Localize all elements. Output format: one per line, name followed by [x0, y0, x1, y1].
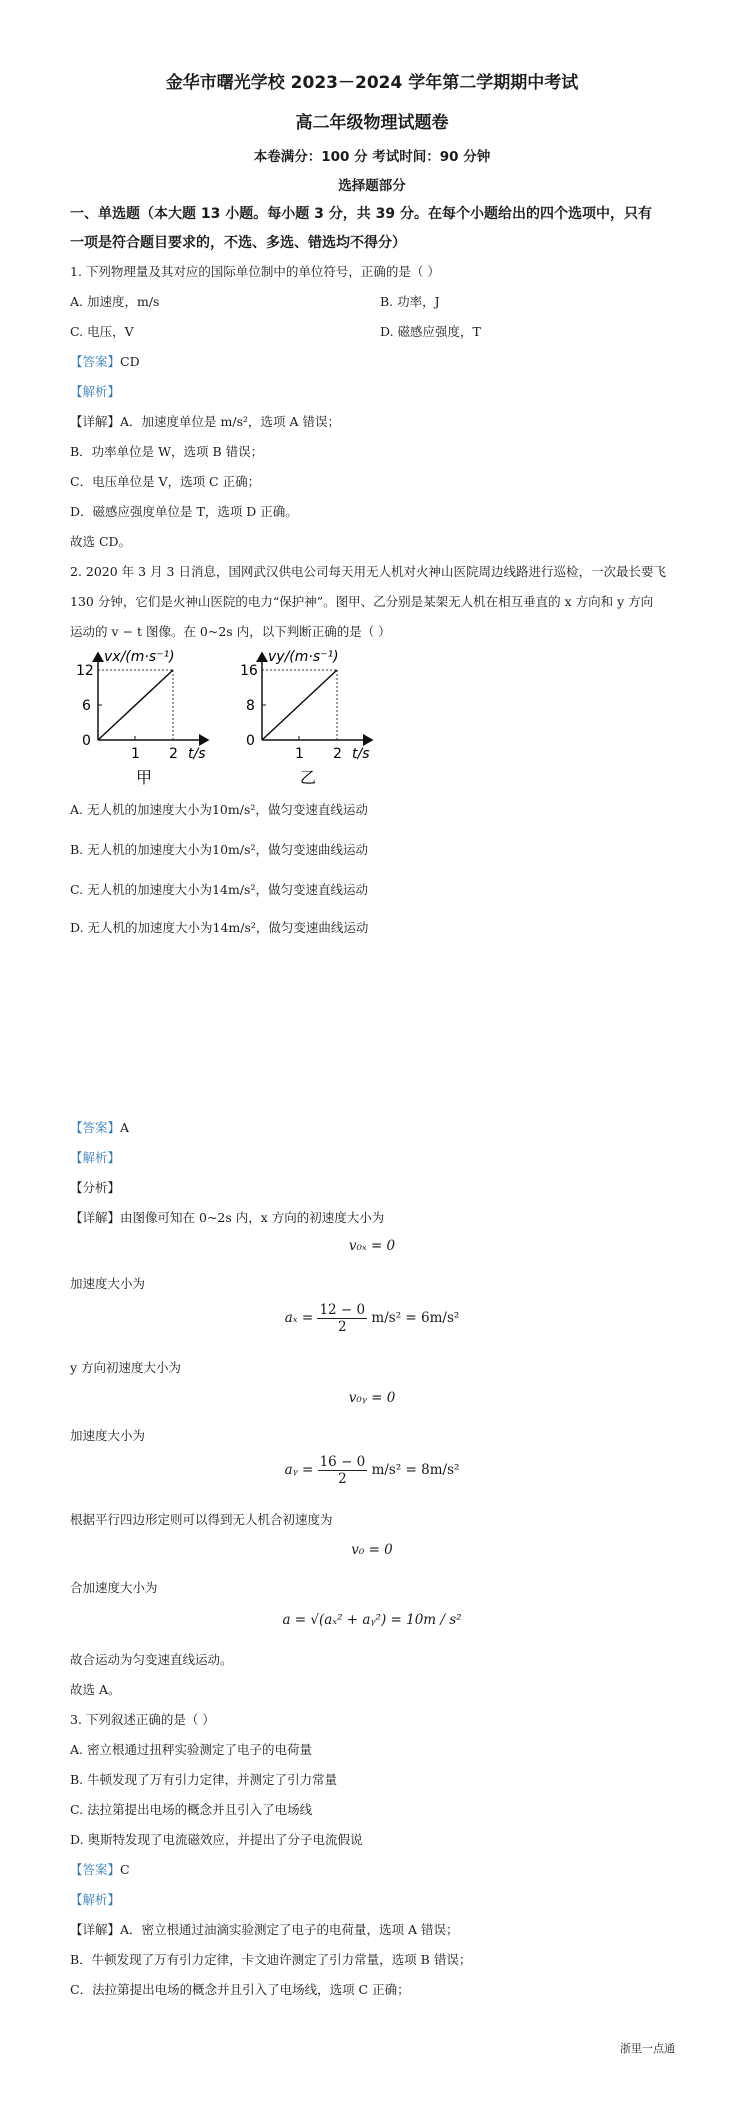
eq-ax-num: 12 − 0	[319, 1302, 366, 1318]
caption-yi: 乙	[300, 768, 317, 787]
exam-title: 金华市曙光学校 2023－2024 学年第二学期期中考试	[165, 73, 579, 93]
q3-detail-b: B．牛顿发现了万有引力定律，卡文迪许测定了引力常量，选项 B 错误；	[70, 1952, 472, 1967]
eq-ax	[0, 1302, 744, 1335]
section-label: 选择题部分	[338, 178, 406, 194]
eq-a: a = √(aₓ² + aᵧ²) = 10m / s²	[282, 1612, 462, 1628]
answer-label: 【答案】	[70, 1862, 121, 1877]
q3-option-c: C. 法拉第提出电场的概念并且引入了电场线	[70, 1802, 313, 1817]
exam-subtitle: 高二年级物理试题卷	[295, 113, 449, 133]
q3-stem: 3. 下列叙述正确的是（ ）	[70, 1712, 215, 1727]
eq-v0y: v₀ᵧ = 0	[348, 1390, 396, 1406]
q3-option-b: B. 牛顿发现了万有引力定律，并测定了引力常量	[70, 1772, 338, 1787]
eq-ay-den: 2	[338, 1471, 347, 1487]
q2-option-a: A. 无人机的加速度大小为10m/s²，做匀变速直线运动	[70, 802, 368, 817]
answer-value: CD	[120, 354, 140, 369]
eq-ax-lhs: aₓ =	[284, 1310, 314, 1326]
q2-stem-line1: 2. 2020 年 3 月 3 日消息，国网武汉供电公司每天用无人机对火神山医院周边线路进行巡检，一次最长要飞	[70, 564, 666, 579]
q3-detail-a	[70, 1920, 459, 1938]
caption-jia: 甲	[136, 768, 153, 787]
eq-ay-fraction	[318, 1454, 368, 1487]
ytick-8: 8	[246, 698, 255, 714]
accel-text-2: 加速度大小为	[70, 1428, 146, 1443]
eq-ay	[0, 1454, 744, 1487]
q1-detail-d: D．磁感应强度单位是 T，选项 D 正确。	[70, 504, 298, 519]
xtick-1: 1	[295, 746, 304, 762]
q1-detail-a	[70, 412, 340, 430]
answer-label: 【答案】	[70, 1120, 121, 1135]
parallelogram-text: 根据平行四边形定则可以得到无人机合初速度为	[70, 1512, 333, 1527]
xtick-1: 1	[131, 746, 140, 762]
q2-analysis-label: 【解析】	[70, 1150, 121, 1165]
answer-value: A	[120, 1120, 130, 1135]
ylabel: vx/(m·s⁻¹)	[104, 649, 175, 665]
accel-text-1: 加速度大小为	[70, 1276, 146, 1291]
q1-detail-b: B．功率单位是 W，选项 B 错误；	[70, 444, 264, 459]
q3-option-d: D. 奥斯特发现了电流磁效应，并提出了分子电流假说	[70, 1832, 363, 1847]
q2-conclusion: 故选 A。	[70, 1682, 121, 1697]
answer-value: C	[120, 1862, 130, 1877]
motion-text: 故合运动为匀变速直线运动。	[70, 1652, 233, 1667]
detail-text: 由图像可知在 0~2s 内，x 方向的初速度大小为	[120, 1210, 385, 1225]
detail-text: A．密立根通过油滴实验测定了电子的电荷量，选项 A 错误；	[120, 1922, 459, 1937]
eq-ax-rhs: m/s² = 6m/s²	[371, 1310, 460, 1326]
data-line	[262, 670, 337, 740]
xlabel: t/s	[352, 746, 370, 762]
eq-ax-den: 2	[337, 1319, 347, 1335]
q2-detail	[70, 1208, 384, 1226]
answer-label: 【答案】	[70, 354, 121, 369]
xtick-2: 2	[169, 746, 178, 762]
q1-option-d: D. 磁感应强度，T	[380, 324, 481, 339]
ytick-12: 12	[76, 663, 94, 679]
eq-ax-fraction	[317, 1302, 367, 1335]
eq-ay-num: 16 − 0	[319, 1454, 366, 1470]
data-line	[98, 670, 173, 740]
q2-option-b: B. 无人机的加速度大小为10m/s²，做匀变速曲线运动	[70, 842, 369, 857]
q1-stem: 1. 下列物理量及其对应的国际单位制中的单位符号，正确的是（ ）	[70, 264, 440, 279]
score-info: 本卷满分：100 分 考试时间：90 分钟	[253, 149, 491, 165]
q1-conclusion: 故选 CD。	[70, 534, 132, 549]
part1-heading-line2: 一项是符合题目要求的，不选、多选、错选均不得分）	[70, 235, 406, 251]
eq-ay-rhs: m/s² = 8m/s²	[371, 1462, 460, 1478]
q2-analysis2-label: 【分析】	[70, 1180, 121, 1195]
xtick-2: 2	[333, 746, 342, 762]
footer-brand: 浙里一点通	[620, 2042, 675, 2055]
q3-answer	[70, 1860, 130, 1878]
part1-heading-line1: 一、单选题（本大题 13 小题。每小题 3 分，共 39 分。在每个小题给出的四个选项中，只有	[70, 206, 652, 222]
q2-answer	[70, 1118, 129, 1136]
q1-detail-c: C．电压单位是 V，选项 C 正确；	[70, 474, 261, 489]
q1-option-a: A. 加速度，m/s	[70, 294, 160, 309]
eq-v0: v₀ = 0	[351, 1542, 393, 1558]
q3-detail-c: C．法拉第提出电场的概念并且引入了电场线，选项 C 正确；	[70, 1982, 410, 1997]
graph-jia	[68, 645, 228, 795]
q1-analysis-label: 【解析】	[70, 384, 121, 399]
q3-option-a: A. 密立根通过扭秤实验测定了电子的电荷量	[70, 1742, 312, 1757]
ylabel: vy/(m·s⁻¹)	[268, 649, 339, 665]
q2-option-d: D. 无人机的加速度大小为14m/s²，做匀变速曲线运动	[70, 920, 369, 935]
detail-label: 【详解】	[70, 1210, 121, 1225]
eq-ay-lhs: aᵧ =	[284, 1462, 314, 1478]
combined-text: 合加速度大小为	[70, 1580, 158, 1595]
q2-stem-line2: 130 分钟，它们是火神山医院的电力“保护神”。图甲、乙分别是某架无人机在相互垂直的 x 方向和 y 方向	[70, 594, 654, 609]
q1-answer	[70, 352, 140, 370]
ytick-0: 0	[246, 733, 255, 749]
q2-stem-line3: 运动的 v − t 图像。在 0~2s 内，以下判断正确的是（ ）	[70, 624, 391, 639]
ytick-0: 0	[82, 733, 91, 749]
q3-analysis-label: 【解析】	[70, 1892, 121, 1907]
graph-yi	[232, 645, 392, 795]
eq-v0x: v₀ₓ = 0	[348, 1238, 396, 1254]
q1-option-b: B. 功率，J	[380, 294, 440, 309]
q1-option-c: C. 电压，V	[70, 324, 134, 339]
detail-label: 【详解】	[70, 1922, 121, 1937]
detail-label: 【详解】	[70, 414, 121, 429]
ytick-6: 6	[82, 698, 91, 714]
q2-option-c: C. 无人机的加速度大小为14m/s²，做匀变速直线运动	[70, 882, 368, 897]
ytick-16: 16	[240, 663, 258, 679]
detail-text: A．加速度单位是 m/s²，选项 A 错误；	[120, 414, 340, 429]
ydir-text: y 方向初速度大小为	[70, 1360, 182, 1375]
xlabel: t/s	[188, 746, 206, 762]
